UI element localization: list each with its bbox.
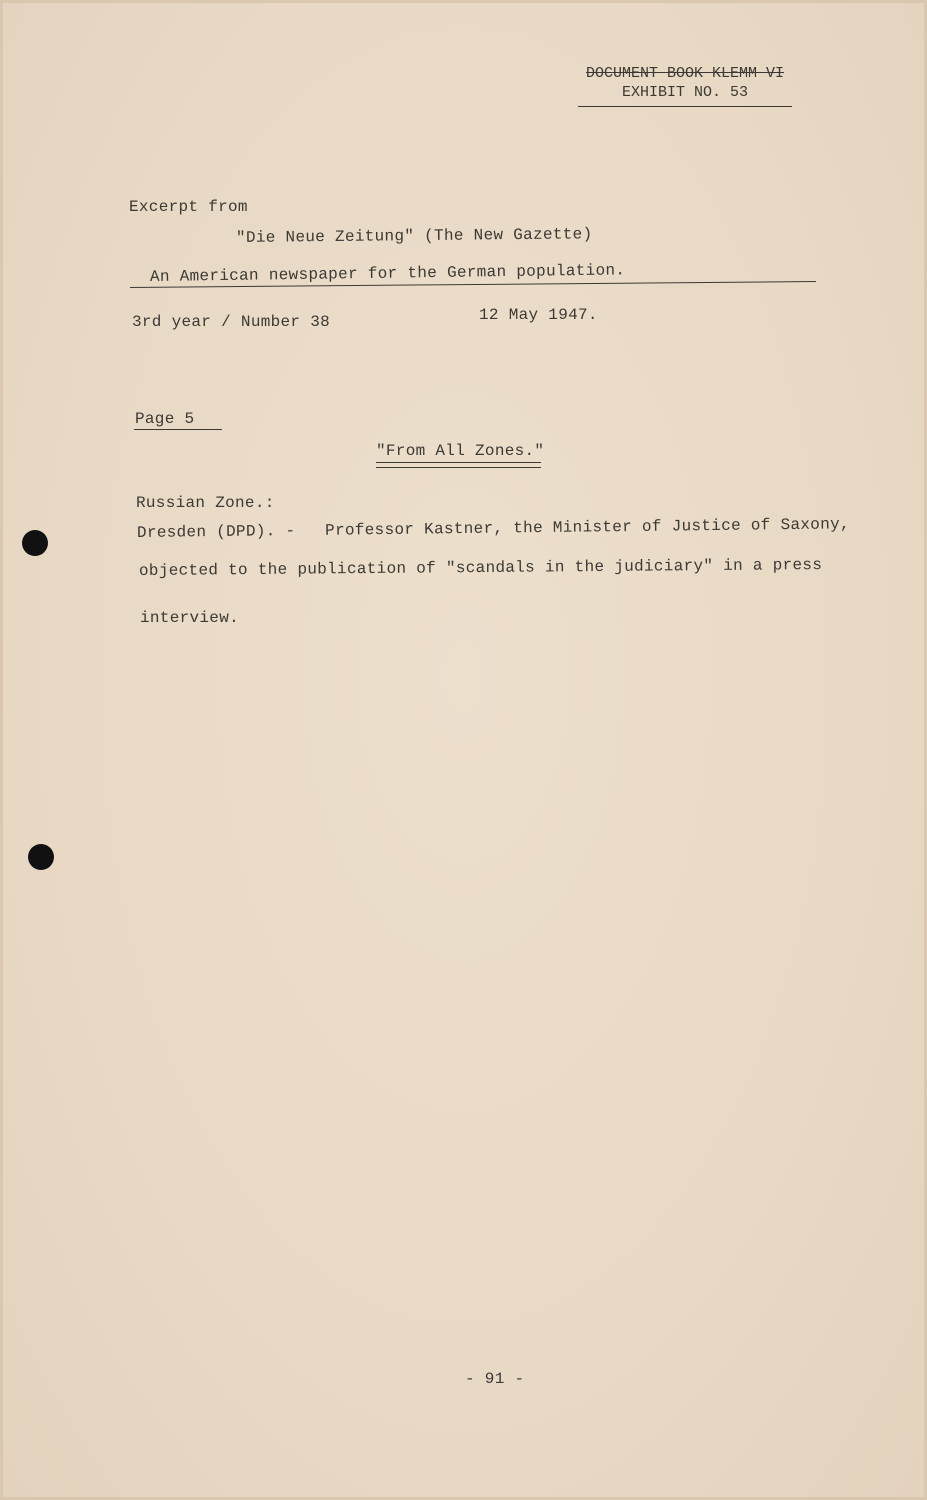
exhibit-stamp [578,64,792,102]
document-book-label: DOCUMENT BOOK KLEMM VI [585,65,785,82]
exhibit-number: EXHIBIT NO. 53 [621,84,749,101]
issue-date: 12 May 1947. [479,306,598,324]
punch-hole [22,530,48,556]
article-line: objected to the publication of "scandals in the judiciary" in a press [138,556,823,580]
page-label-underline [134,429,222,430]
section-title-underline-1 [376,462,541,463]
punch-hole [28,844,54,870]
newspaper-description: An American newspaper for the German population. [149,261,626,286]
zone-heading: Russian Zone.: [136,494,275,512]
article-line: interview. [140,609,240,627]
stamp-underline [578,106,792,107]
section-title-underline-2 [376,467,541,468]
section-title: "From All Zones." [376,442,545,460]
issue-number: 3rd year / Number 38 [132,313,331,331]
excerpt-label: Excerpt from [129,198,248,216]
page-label: Page 5 [135,410,195,428]
page-number: - 91 - [465,1370,525,1388]
article-line: Dresden (DPD). - Professor Kastner, the Minister of Justice of Saxony, [136,515,850,542]
newspaper-title: "Die Neue Zeitung" (The New Gazette) [235,225,593,247]
